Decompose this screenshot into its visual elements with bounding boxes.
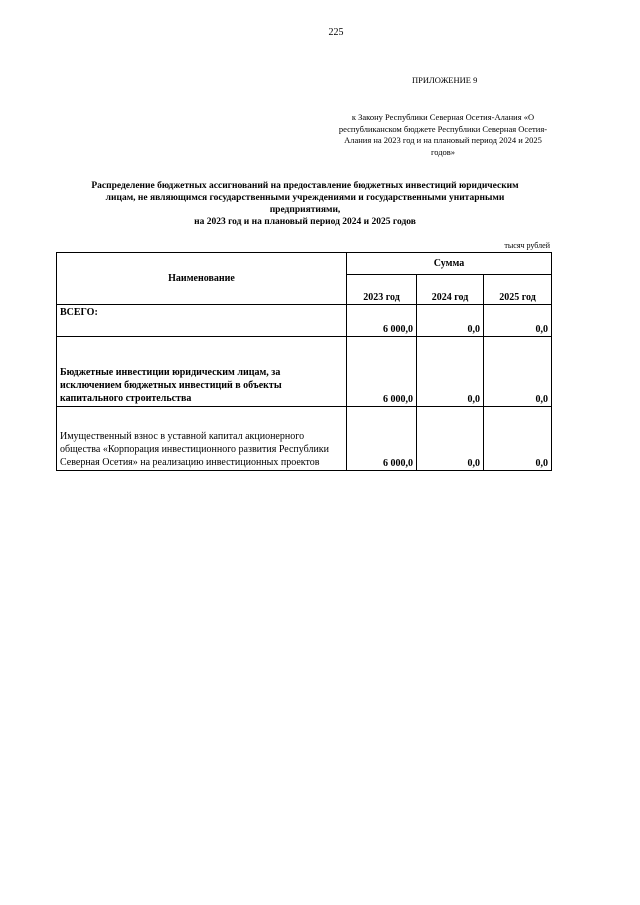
table-row-investments bbox=[57, 337, 552, 407]
title-line-4: на 2023 год и на плановый период 2024 и 2025 годов bbox=[194, 217, 416, 227]
value-2025: 0,0 bbox=[484, 337, 552, 407]
title-line-2: лицам, не являющимся государственными учреждениями и государственными унитарными bbox=[105, 193, 505, 203]
page-number: 225 bbox=[328, 27, 344, 38]
value-2024: 0,0 bbox=[417, 337, 484, 407]
header-sum: Сумма bbox=[347, 253, 552, 275]
units-label: тысяч рублей bbox=[504, 241, 550, 250]
law-reference: к Закону Республики Северная Осетия-Алания «О республиканском бюджете Республики Северная Осетия-Алания на 2023 год и на плановый период 2024 и 2025 годов» bbox=[338, 112, 548, 157]
row-name: Имущественный взнос в уставной капитал акционерного общества «Корпорация инвестиционного развития Республики Северная Осетия» на реализацию инвестиционных проектов bbox=[57, 407, 347, 471]
value-2025: 0,0 bbox=[484, 305, 552, 337]
title-line-1: Распределение бюджетных ассигнований на предоставление бюджетных инвестиций юридическим bbox=[91, 181, 519, 191]
table-row-total bbox=[57, 305, 552, 337]
value-2024: 0,0 bbox=[417, 407, 484, 471]
table-row-contribution bbox=[57, 407, 552, 471]
budget-table bbox=[56, 252, 552, 471]
value-2025: 0,0 bbox=[484, 407, 552, 471]
title-line-3: предприятиями, bbox=[269, 205, 341, 215]
header-name: Наименование bbox=[57, 253, 347, 305]
header-year-2024: 2024 год bbox=[417, 275, 484, 305]
value-2024: 0,0 bbox=[417, 305, 484, 337]
row-name: ВСЕГО: bbox=[57, 305, 347, 337]
header-year-2025: 2025 год bbox=[484, 275, 552, 305]
header-year-2023: 2023 год bbox=[347, 275, 417, 305]
value-2023: 6 000,0 bbox=[347, 407, 417, 471]
value-2023: 6 000,0 bbox=[347, 337, 417, 407]
value-2023: 6 000,0 bbox=[347, 305, 417, 337]
document-title bbox=[60, 180, 550, 228]
appendix-title: ПРИЛОЖЕНИЕ 9 bbox=[412, 75, 478, 85]
row-name: Бюджетные инвестиции юридическим лицам, за исключением бюджетных инвестиций в объекты капитального строительства bbox=[57, 337, 347, 407]
